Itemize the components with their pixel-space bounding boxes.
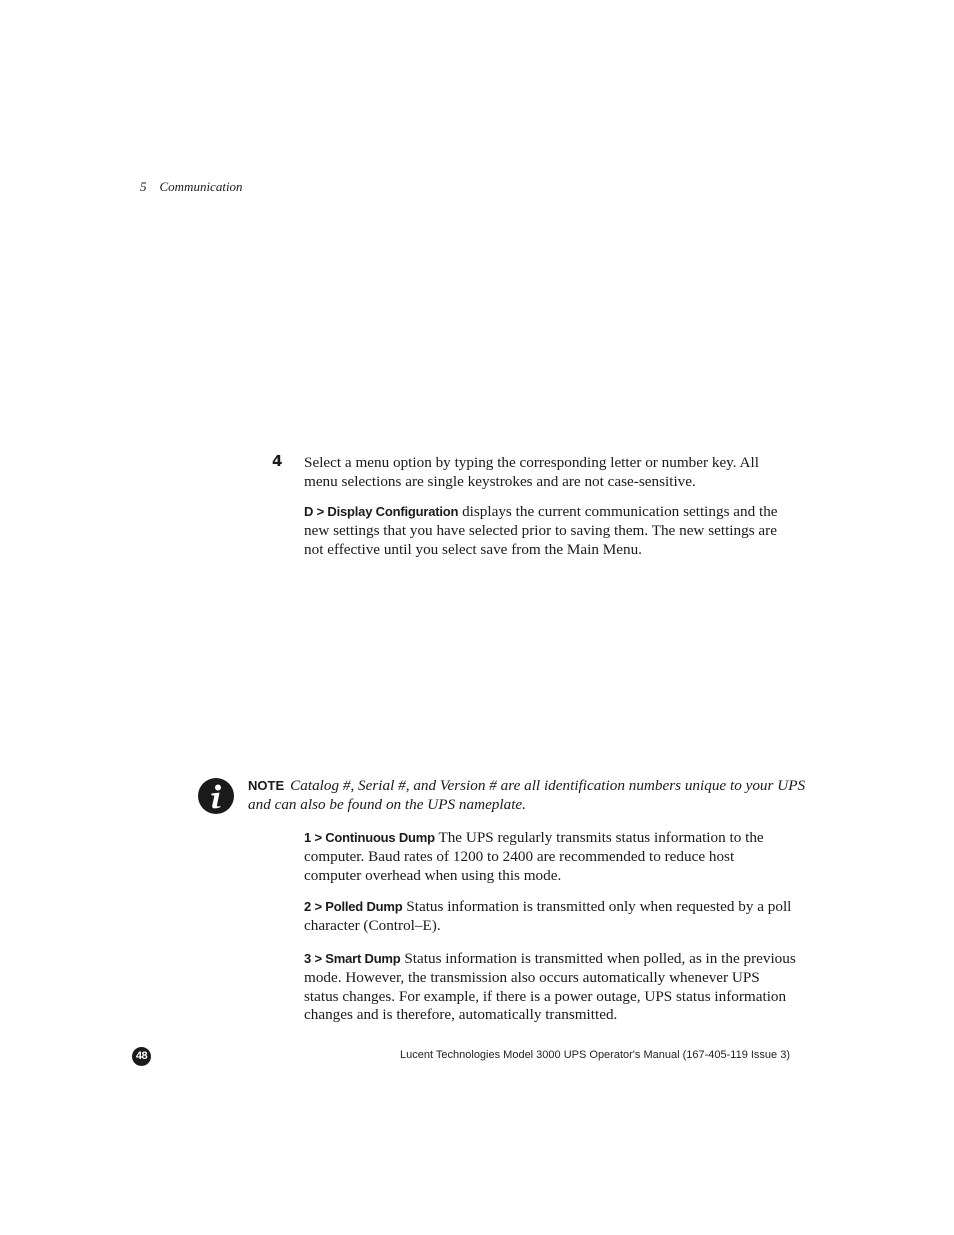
note-text: Catalog #, Serial #, and Version # are all identification numbers unique to your UPS and can also be found on the UPS nameplate. <box>248 777 806 813</box>
option-paragraph-smart-dump <box>304 950 796 1025</box>
step-number: 4 <box>272 452 283 470</box>
chapter-title: Communication <box>159 179 243 194</box>
chapter-number: 5 <box>140 179 147 194</box>
option-paragraph-continuous-dump <box>304 829 794 885</box>
option-text: Status information is transmitted when polled, as in the previous mode. However, the transmission also occurs automatically whenever UPS status changes. For example, if there is a power outage, UPS status information changes and is therefore, automatically transmitted. <box>304 950 796 1024</box>
option-label: 2 > Polled Dump <box>304 899 403 914</box>
display-configuration-text: displays the current communication settings and the new settings that you have selected prior to saving them. The new settings are not effective until you select save from the Main Menu. <box>304 503 778 558</box>
option-paragraph-polled-dump <box>304 898 798 936</box>
option-text: The UPS regularly transmits status information to the computer. Baud rates of 1200 to 2400 are recommended to reduce host computer overhead when using this mode. <box>304 829 764 884</box>
display-configuration-paragraph <box>304 503 794 559</box>
note-block <box>248 777 808 815</box>
step-instruction: Select a menu option by typing the corresponding letter or number key. All menu selections are single keystrokes and are not case-sensitive. <box>304 454 759 490</box>
option-label: 3 > Smart Dump <box>304 951 401 966</box>
option-label: 1 > Continuous Dump <box>304 830 435 845</box>
option-text: Status information is transmitted only when requested by a poll character (Control–E). <box>304 898 792 934</box>
info-icon <box>198 778 234 814</box>
note-label: NOTE <box>248 778 285 793</box>
running-header <box>140 179 243 195</box>
page-number-badge: 48 <box>132 1047 151 1066</box>
footer-text: Lucent Technologies Model 3000 UPS Operator's Manual (167-405-119 Issue 3) <box>400 1049 790 1061</box>
display-configuration-label: D > Display Configuration <box>304 504 459 519</box>
